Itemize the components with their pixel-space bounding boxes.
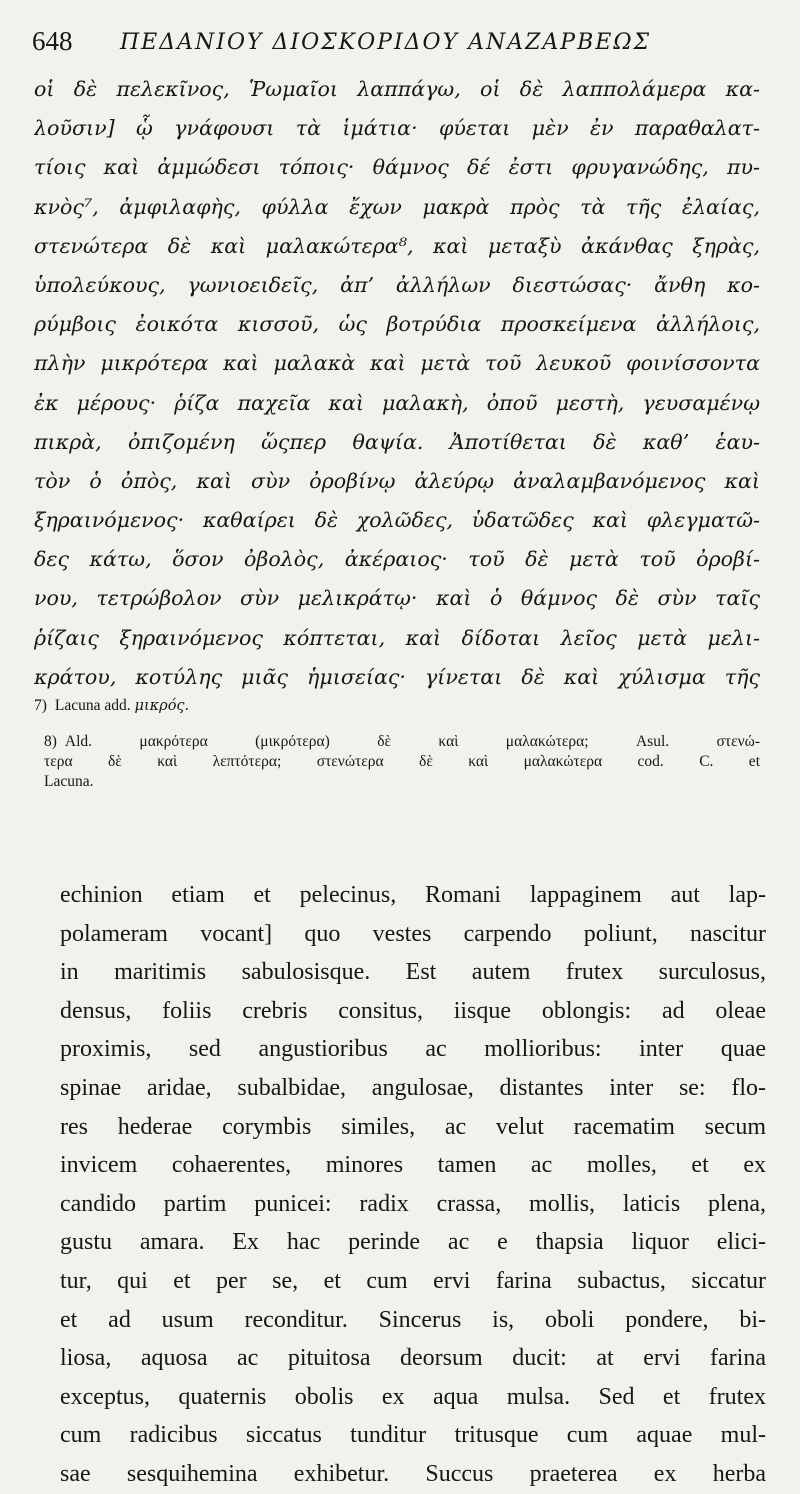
footnote-7 bbox=[34, 696, 760, 716]
latin-line: gustu amara. Ex hac perinde ac e thapsia liquor elici- bbox=[60, 1229, 766, 1256]
greek-line: ῥίζαις ξηραινόμενος κόπτεται, καὶ δίδοται λεῖος μετὰ μελι- bbox=[34, 625, 760, 650]
latin-line: candido partim punicei: radix crassa, mollis, laticis plena, bbox=[60, 1190, 766, 1217]
page-header bbox=[32, 16, 772, 62]
latin-line: res hederae corymbis similes, ac velut racematim secum bbox=[60, 1113, 766, 1140]
latin-line: proximis, sed angustioribus ac mollioribus: inter quae bbox=[60, 1036, 766, 1063]
footnote-line: Lacuna. bbox=[44, 773, 94, 790]
greek-line: τίοις καὶ ἀμμώδεσι τόποις· θάμνος δέ ἐστι φρυγανώδης, πυ- bbox=[34, 155, 760, 180]
footnote-line: τερα δὲ καὶ λεπτότερα; στενώτερα δὲ καὶ μαλακώτερα cod. C. et bbox=[44, 753, 760, 770]
greek-line: κράτου, κοτύλης μιᾶς ἡμισείας· γίνεται δὲ καὶ χύλισμα τῆς bbox=[34, 664, 760, 689]
greek-line: στενώτερα δὲ καὶ μαλακώτερα⁸, καὶ μεταξὺ ἀκάνθας ξηρὰς, bbox=[34, 233, 760, 258]
greek-line: νου, τετρώβολον σὺν μελικράτῳ· καὶ ὁ θάμνος δὲ σὺν ταῖς bbox=[34, 586, 760, 611]
greek-line: τὸν ὁ ὀπὸς, καὶ σὺν ὀροβίνῳ ἀλεύρῳ ἀναλαμβανόμενος καὶ bbox=[34, 468, 760, 493]
latin-line: liosa, aquosa ac pituitosa deorsum ducit: at ervi farina bbox=[60, 1345, 766, 1372]
latin-line: densus, foliis crebris consitus, iisque oblongis: ad oleae bbox=[60, 997, 766, 1024]
latin-line: echinion etiam et pelecinus, Romani lappaginem aut lap- bbox=[60, 882, 766, 908]
footnote-line: Ald. μακρότερα (μικρότερα) δὲ καὶ μαλακώτερα; Asul. στενώ- bbox=[64, 733, 760, 750]
latin-text-block bbox=[60, 876, 766, 1494]
latin-line: et ad usum reconditur. Sincerus is, oboli pondere, bi- bbox=[60, 1306, 766, 1333]
latin-line: polameram vocant] quo vestes carpendo poliunt, nascitur bbox=[60, 920, 766, 947]
footnote-number: 7) bbox=[34, 697, 47, 714]
greek-line: πλὴν μικρότερα καὶ μαλακὰ καὶ μετὰ τοῦ λευκοῦ φοινίσσοντα bbox=[34, 351, 760, 376]
greek-line: λοῦσιν] ᾧ γνάφουσι τὰ ἱμάτια· φύεται μὲν ἐν παραθαλατ- bbox=[34, 116, 760, 141]
greek-line: ὑπολεύκους, γωνιοειδεῖς, ἀπ’ ἀλλήλων διεστώσας· ἄνθη κο- bbox=[34, 272, 760, 297]
footnote-number: 8) bbox=[44, 733, 57, 750]
page-number: 648 bbox=[32, 26, 73, 56]
footnotes bbox=[34, 696, 760, 798]
latin-line: invicem cohaerentes, minores tamen ac molles, et ex bbox=[60, 1152, 766, 1179]
running-title: ΠΕΔΑΝΙΟΥ ΔΙΟΣΚΟΡΙΔΟΥ ΑΝΑΖΑΡΒΕΩΣ bbox=[120, 30, 652, 55]
greek-line: ἐκ μέρους· ῥίζα παχεῖα καὶ μαλακὴ, ὀποῦ μεστὴ, γευσαμένῳ bbox=[34, 390, 760, 415]
latin-line: tur, qui et per se, et cum ervi farina subactus, siccatur bbox=[60, 1267, 766, 1294]
latin-line: sae sesquihemina exhibetur. Succus praeterea ex herba bbox=[60, 1460, 766, 1487]
greek-line: πικρὰ, ὀπιζομένη ὥςπερ θαψία. Ἀποτίθεται δὲ καθ’ ἑαυ- bbox=[34, 429, 760, 454]
greek-line: κνὸς⁷, ἀμφιλαφὴς, φύλλα ἔχων μακρὰ πρὸς τὰ τῆς ἐλαίας, bbox=[34, 194, 760, 219]
footnote-greek: μικρός. bbox=[134, 698, 190, 714]
greek-line: ρύμβοις ἐοικότα κισσοῦ, ὡς βοτρύδια προσκείμενα ἀλλήλοις, bbox=[34, 312, 760, 337]
footnote-text: Lacuna add. bbox=[54, 697, 131, 714]
footnote-8 bbox=[34, 732, 760, 792]
latin-line: exceptus, quaternis obolis ex aqua mulsa. Sed et frutex bbox=[60, 1383, 766, 1410]
latin-line: spinae aridae, subalbidae, angulosae, distantes inter se: flo- bbox=[60, 1074, 766, 1101]
latin-line: in maritimis sabulosisque. Est autem frutex surculosus, bbox=[60, 959, 766, 986]
greek-text-block bbox=[34, 70, 760, 697]
greek-line: δες κάτω, ὅσον ὀβολὸς, ἀκέραιος· τοῦ δὲ μετὰ τοῦ ὀροβί- bbox=[34, 547, 760, 572]
greek-line: ξηραινόμενος· καθαίρει δὲ χολῶδες, ὑδατῶδες καὶ φλεγματῶ- bbox=[34, 508, 760, 533]
latin-line: cum radicibus siccatus tunditur tritusque cum aquae mul- bbox=[60, 1422, 766, 1449]
greek-line: οἱ δὲ πελεκῖνος, Ῥωμαῖοι λαππάγω, οἱ δὲ λαππολάμερα κα- bbox=[34, 77, 760, 101]
